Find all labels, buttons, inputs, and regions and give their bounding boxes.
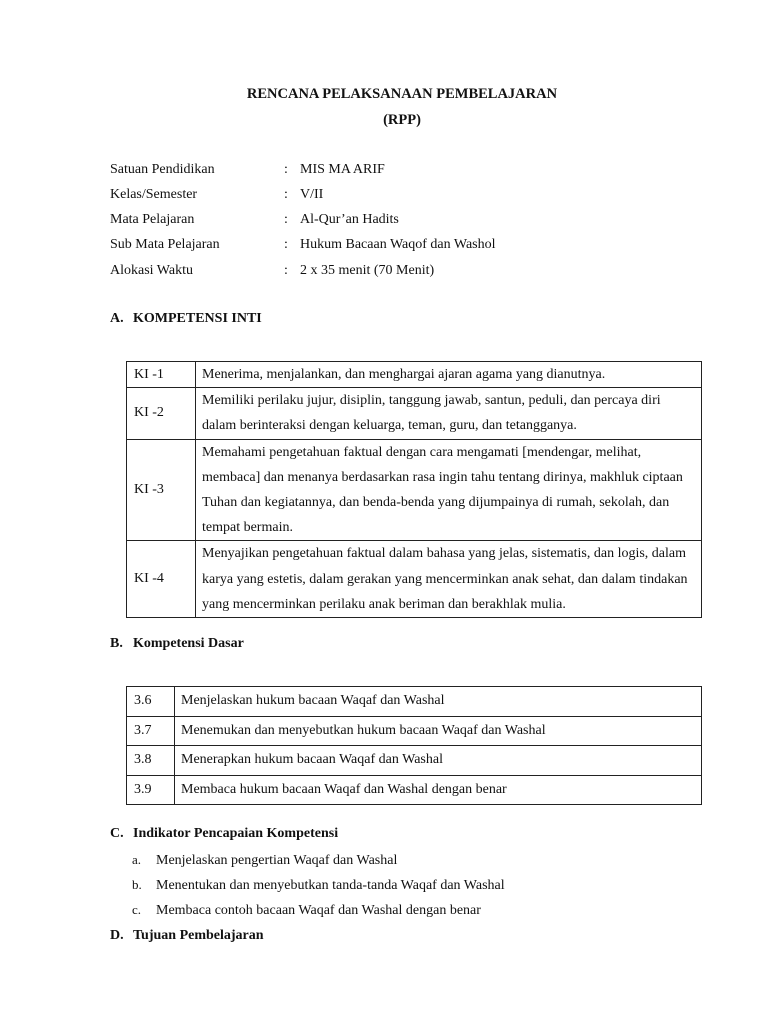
info-colon: : xyxy=(284,237,288,252)
table-cell-code: 3.6 xyxy=(127,687,175,717)
table-cell-code: 3.9 xyxy=(127,775,175,805)
table-row xyxy=(127,746,702,776)
section-heading-c xyxy=(110,826,338,842)
list-item-text: Menentukan dan menyebutkan tanda-tanda Waqaf dan Washal xyxy=(156,878,505,893)
section-title: KOMPETENSI INTI xyxy=(133,311,262,326)
info-value: MIS MA ARIF xyxy=(300,162,385,177)
list-marker: c. xyxy=(132,902,142,917)
table-row xyxy=(127,439,702,541)
section-letter: A. xyxy=(110,311,124,326)
info-label: Satuan Pendidikan xyxy=(110,162,215,177)
table-cell-text: Menerapkan hukum bacaan Waqaf dan Washal xyxy=(175,746,702,776)
table-cell-code: KI -3 xyxy=(127,439,196,541)
info-value: 2 x 35 menit (70 Menit) xyxy=(300,263,435,278)
table-row xyxy=(127,716,702,746)
list-item-text: Membaca contoh bacaan Waqaf dan Washal dengan benar xyxy=(156,903,481,918)
info-label: Mata Pelajaran xyxy=(110,212,195,227)
info-value: Al-Qur’an Hadits xyxy=(300,212,399,227)
table-cell-code: 3.8 xyxy=(127,746,175,776)
table-cell-text: Menjelaskan hukum bacaan Waqaf dan Washal xyxy=(175,687,702,717)
info-value: V/II xyxy=(300,187,324,202)
table-cell-text: Membaca hukum bacaan Waqaf dan Washal dengan benar xyxy=(175,775,702,805)
section-letter: C. xyxy=(110,826,124,841)
document-title: RENCANA PELAKSANAAN PEMBELAJARAN xyxy=(246,86,558,102)
info-colon: : xyxy=(284,263,288,278)
info-value: Hukum Bacaan Waqof dan Washol xyxy=(300,237,496,252)
table-cell-text: Memiliki perilaku jujur, disiplin, tanggung jawab, santun, peduli, dan percaya diri dalam berinteraksi dengan keluarga, teman, guru, dan tetangganya. xyxy=(196,388,702,439)
list-item xyxy=(132,852,397,869)
kompetensi-inti-table xyxy=(126,361,702,618)
section-title: Kompetensi Dasar xyxy=(133,636,244,651)
table-cell-code: KI -1 xyxy=(127,362,196,388)
table-row xyxy=(127,362,702,388)
table-row xyxy=(127,388,702,439)
list-marker: a. xyxy=(132,852,142,867)
table-row xyxy=(127,541,702,618)
info-colon: : xyxy=(284,212,288,227)
section-heading-b xyxy=(110,636,244,652)
info-label: Alokasi Waktu xyxy=(110,263,193,278)
table-cell-text: Menerima, menjalankan, dan menghargai ajaran agama yang dianutnya. xyxy=(196,362,702,388)
section-title: Indikator Pencapaian Kompetensi xyxy=(133,826,339,841)
info-label: Sub Mata Pelajaran xyxy=(110,237,220,252)
section-heading-d xyxy=(110,928,264,944)
list-item xyxy=(132,902,481,919)
section-heading-a xyxy=(110,311,262,327)
list-item xyxy=(132,877,505,894)
kompetensi-dasar-table xyxy=(126,686,702,805)
info-colon: : xyxy=(284,187,288,202)
table-cell-code: 3.7 xyxy=(127,716,175,746)
table-row xyxy=(127,775,702,805)
table-cell-code: KI -4 xyxy=(127,541,196,618)
info-colon: : xyxy=(284,162,288,177)
table-cell-text: Menemukan dan menyebutkan hukum bacaan Waqaf dan Washal xyxy=(175,716,702,746)
document-subtitle: (RPP) xyxy=(383,112,421,128)
section-title: Tujuan Pembelajaran xyxy=(133,928,264,943)
table-cell-text: Menyajikan pengetahuan faktual dalam bahasa yang jelas, sistematis, dan logis, dalam karya yang estetis, dalam gerakan yang mencerminkan anak sehat, dan dalam tindakan yang mencerminkan perilaku anak beriman dan berakhlak mulia. xyxy=(196,541,702,618)
list-marker: b. xyxy=(132,877,142,892)
table-cell-code: KI -2 xyxy=(127,388,196,439)
section-letter: B. xyxy=(110,636,123,651)
table-cell-text: Memahami pengetahuan faktual dengan cara mengamati [mendengar, melihat, membaca] dan menanya berdasarkan rasa ingin tahu tentang dirinya, makhluk ciptaan Tuhan dan kegiatannya, dan benda-benda yang dijumpainya di rumah, sekolah, dan tempat bermain. xyxy=(196,439,702,541)
info-label: Kelas/Semester xyxy=(110,187,198,202)
table-row xyxy=(127,687,702,717)
list-item-text: Menjelaskan pengertian Waqaf dan Washal xyxy=(156,853,398,868)
section-letter: D. xyxy=(110,928,124,943)
